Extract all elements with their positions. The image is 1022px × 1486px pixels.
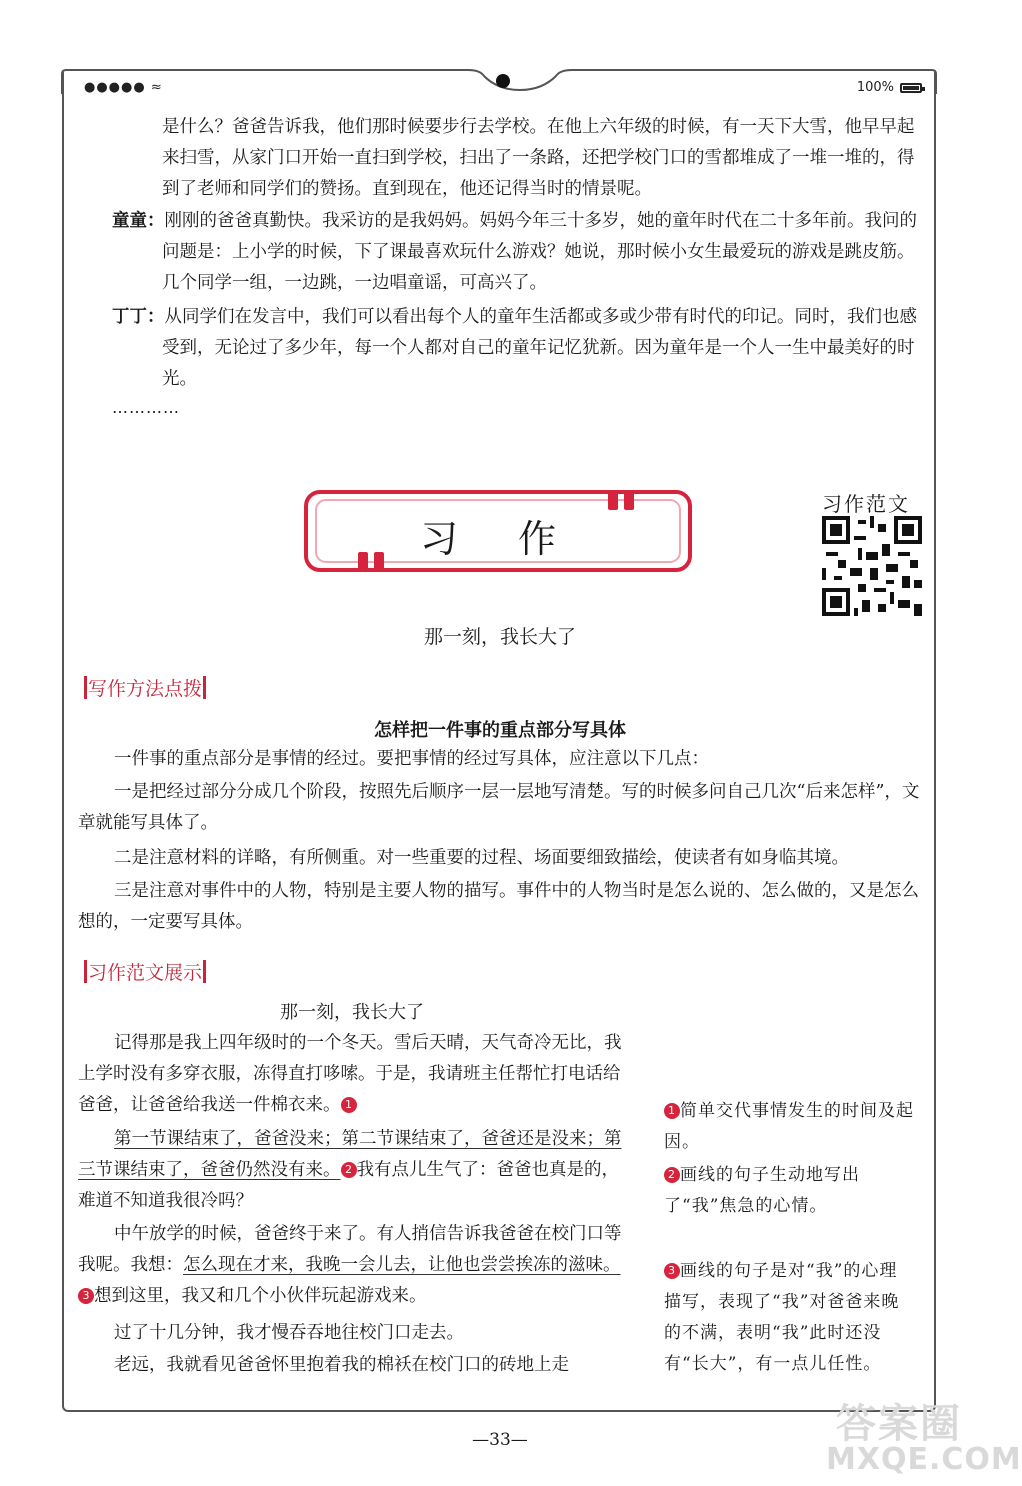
side-note-2 <box>664 1160 914 1222</box>
camera-dot <box>496 74 510 88</box>
speaker-dingding: 丁丁： <box>112 307 165 327</box>
method-paragraph-4: 三是注意对事件中的人物，特别是主要人物的描写。事件中的人物当时是怎么说的、怎么做的，又是怎么想的，一定要写具体。 <box>78 881 919 932</box>
section-tag-essay: 习作范文展示 <box>84 958 206 985</box>
signal-wifi-icon: ●●●●● ≈ <box>84 80 163 95</box>
dialogue-paragraph-3 <box>112 302 926 395</box>
side-note-1 <box>664 1096 914 1158</box>
qr-code-icon <box>822 516 922 616</box>
marker-1-icon: 1 <box>341 1097 357 1113</box>
battery-label: 100% <box>856 80 894 95</box>
note-text-1: 简单交代事情发生的时间及起因。 <box>664 1101 914 1152</box>
battery-status <box>857 80 922 95</box>
marker-3-icon: 3 <box>78 1288 94 1304</box>
speaker-tongtong: 童童： <box>112 211 165 231</box>
essay-paragraph-3 <box>78 1219 634 1312</box>
essay-topic-title: 那一刻，我长大了 <box>423 626 576 648</box>
note-marker-1-icon: 1 <box>664 1103 680 1119</box>
note-text-3: 画线的句子是对“我”的心理描写，表现了“我”对爸爸来晚的不满，表明“我”此时还没有“长大”，有一点儿任性。 <box>664 1261 900 1374</box>
essay-paragraph-1 <box>78 1028 634 1121</box>
battery-icon <box>900 83 922 93</box>
dialogue-text-3: 从同学们在发言中，我们可以看出每个人的童年生活都或多或少带有时代的印记。同时，我们也感受到，无论过了多少年，每一个人都对自己的童年记忆犹新。因为童年是一个人一生中最美好的时光。 <box>162 307 917 389</box>
note-marker-3-icon: 3 <box>664 1263 680 1279</box>
dialogue-paragraph-2 <box>112 206 926 299</box>
method-paragraph-3: 二是注意材料的详略，有所侧重。对一些重要的过程、场面要细致描绘，使读者有如身临其境。 <box>114 848 849 868</box>
banner-title: 习作 <box>420 517 617 561</box>
watermark-line-1: 答案圈 <box>836 1401 962 1447</box>
watermark-logo <box>826 1392 1022 1482</box>
marker-2-icon: 2 <box>341 1162 357 1178</box>
note-text-2: 画线的句子生动地写出了“我”焦急的心情。 <box>664 1165 860 1216</box>
essay-underlined-2: 第一节课结束了，爸爸没来；第二节课结束了，爸爸还是没来；第三节课结束了，爸爸仍然没有来。 <box>78 1129 622 1180</box>
method-title: 怎样把一件事的重点部分写具体 <box>374 720 626 741</box>
page-number: —33— <box>472 1430 528 1450</box>
essay-text-2: 我有点儿生气了：爸爸也真是的，难道不知道我很冷吗？ <box>78 1160 619 1211</box>
side-note-3 <box>664 1256 914 1380</box>
watermark-line-2: MXQE.COM <box>826 1442 1022 1477</box>
qr-label: 习作范文 <box>822 492 910 516</box>
essay-underlined-3: 怎么现在才来，我晚一会儿去，让他也尝尝挨冻的滋味。 <box>183 1255 621 1275</box>
method-paragraph-1: 一件事的重点部分是事情的经过。要把事情的经过写具体，应注意以下几点： <box>114 749 709 769</box>
ellipsis: ………… <box>112 398 180 417</box>
essay-text-1: 记得那是我上四年级时的一个冬天。雪后天晴，天气奇冷无比，我上学时没有多穿衣服，冻得直打哆嗦。于是，我请班主任帮忙打电话给爸爸，让爸爸给我送一件棉衣来。 <box>78 1033 622 1115</box>
essay-title: 那一刻，我长大了 <box>280 1002 424 1023</box>
essay-paragraph-4: 过了十几分钟，我才慢吞吞地往校门口走去。 <box>114 1323 464 1343</box>
section-tag-method: 写作方法点拨 <box>84 674 206 701</box>
method-paragraph-2: 一是把经过部分分成几个阶段，按照先后顺序一层一层地写清楚。写的时候多问自己几次“后来怎样”，文章就能写具体了。 <box>78 782 920 833</box>
essay-text-3b: 想到这里，我又和几个小伙伴玩起游戏来。 <box>94 1286 427 1306</box>
essay-paragraph-5: 老远，我就看见爸爸怀里抱着我的棉袄在校门口的砖地上走 <box>114 1355 569 1375</box>
note-marker-2-icon: 2 <box>664 1167 680 1183</box>
dialogue-text-2: 刚刚的爸爸真勤快。我采访的是我妈妈。妈妈今年三十多岁，她的童年时代在二十多年前。我问的问题是：上小学的时候，下了课最喜欢玩什么游戏？她说，那时候小女生最爱玩的游戏是跳皮筋。几个同学一组，一边跳，一边唱童谣，可高兴了。 <box>162 211 917 293</box>
essay-text-3a: 中午放学的时候，爸爸终于来了。有人捎信告诉我爸爸在校门口等我呢。我想： <box>78 1224 622 1275</box>
essay-paragraph-2 <box>78 1124 634 1217</box>
dialogue-paragraph-1: 是什么？爸爸告诉我，他们那时候要步行去学校。在他上六年级的时候，有一天下大雪，他早早起来扫雪，从家门口开始一直扫到学校，扫出了一条路，还把学校门口的雪都堆成了一堆一堆的，得到了老师和同学们的赞扬。直到现在，他还记得当时的情景呢。 <box>162 117 915 199</box>
